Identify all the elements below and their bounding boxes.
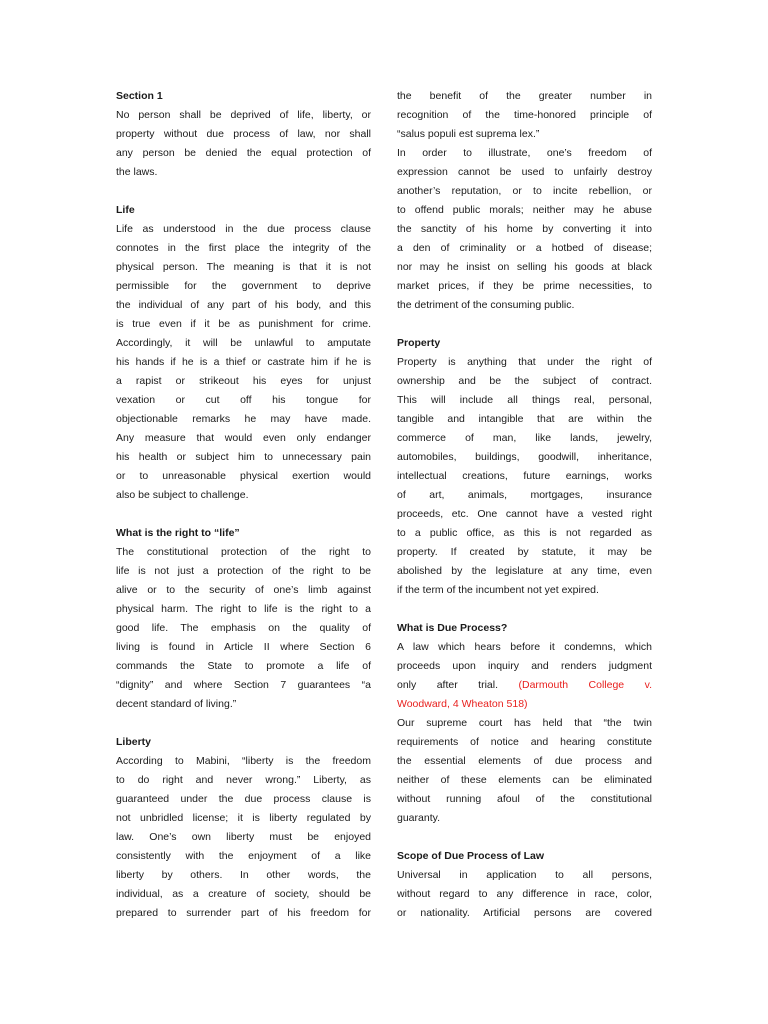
line-text: individual, as a creature of society, should be xyxy=(116,888,371,900)
line-text: permissible for the government to deprive xyxy=(116,280,371,292)
text-line xyxy=(397,695,652,714)
text-line xyxy=(397,410,652,429)
line-text: liberty by others. In other words, the xyxy=(116,869,371,881)
text-line xyxy=(397,790,652,809)
text-line xyxy=(397,904,652,923)
text-line xyxy=(397,201,652,220)
line-text: his health or subject him to unnecessary pain xyxy=(116,451,371,463)
text-line xyxy=(116,239,371,258)
line-text: another’s reputation, or to incite rebellion, or xyxy=(397,185,652,197)
line-text: proceeds, etc. One cannot have a vested right xyxy=(397,508,652,520)
line-text: Life as understood in the due process clause xyxy=(116,223,371,235)
line-text: Section 1 xyxy=(116,90,163,102)
line-text: intellectual creations, future earnings, works xyxy=(397,470,652,482)
text-line xyxy=(116,847,371,866)
line-text: This will include all things real, personal, xyxy=(397,394,652,406)
line-text: In order to illustrate, one’s freedom of xyxy=(397,147,652,159)
line-text: connotes in the first place the integrity of the xyxy=(116,242,371,254)
blank-line xyxy=(116,505,371,524)
text-line xyxy=(397,467,652,486)
text-line xyxy=(116,277,371,296)
text-line xyxy=(397,714,652,733)
text-line xyxy=(397,239,652,258)
line-text: requirements of notice and hearing constitute xyxy=(397,736,652,748)
line-text: nor may he insist on selling his goods at black xyxy=(397,261,652,273)
line-text: Universal in application to all persons, xyxy=(397,869,652,881)
text-line xyxy=(116,372,371,391)
text-line xyxy=(116,638,371,657)
line-text: Our supreme court has held that “the twin xyxy=(397,717,652,729)
line-text: decent standard of living.” xyxy=(116,698,237,710)
text-line xyxy=(116,163,371,182)
text-line xyxy=(397,543,652,562)
line-text: Liberty xyxy=(116,736,152,748)
section-heading xyxy=(397,334,652,353)
text-line xyxy=(397,486,652,505)
line-text: a rapist or strikeout his eyes for unjust xyxy=(116,375,371,387)
line-text: According to Mabini, “liberty is the freedom xyxy=(116,755,371,767)
line-text: prepared to surrender part of his freedom for xyxy=(116,907,371,919)
text-line xyxy=(397,733,652,752)
text-line xyxy=(397,277,652,296)
text-line xyxy=(397,809,652,828)
text-line xyxy=(116,828,371,847)
blank-line xyxy=(397,828,652,847)
line-text: is true even if it be as punishment for crime. xyxy=(116,318,371,330)
text-line xyxy=(397,372,652,391)
line-text: What is Due Process? xyxy=(397,622,508,634)
text-line xyxy=(116,353,371,372)
text-line xyxy=(116,467,371,486)
text-line xyxy=(397,125,652,144)
line-text: Accordingly, it will be unlawful to amputate xyxy=(116,337,371,349)
text-line xyxy=(397,144,652,163)
text-line xyxy=(116,752,371,771)
section-heading xyxy=(116,87,371,106)
text-line xyxy=(397,676,652,695)
line-text: proceeds upon inquiry and renders judgment xyxy=(397,660,652,672)
line-text: of art, animals, mortgages, insurance xyxy=(397,489,652,501)
line-text: without regard to any difference in race, color, xyxy=(397,888,652,900)
text-line xyxy=(116,220,371,239)
text-line xyxy=(116,771,371,790)
line-text: Scope of Due Process of Law xyxy=(397,850,545,862)
line-text: What is the right to “life” xyxy=(116,527,240,539)
line-text: ownership and be the subject of contract. xyxy=(397,375,652,387)
text-line xyxy=(397,581,652,600)
text-line xyxy=(397,752,652,771)
text-line xyxy=(116,410,371,429)
text-line xyxy=(116,334,371,353)
line-text: good life. The emphasis on the quality of xyxy=(116,622,371,634)
text-line xyxy=(397,353,652,372)
text-line xyxy=(116,486,371,505)
section-heading xyxy=(397,619,652,638)
text-line xyxy=(116,600,371,619)
case-citation: Woodward, 4 Wheaton 518) xyxy=(397,698,528,710)
text-line xyxy=(397,106,652,125)
text-line xyxy=(397,885,652,904)
text-line xyxy=(397,638,652,657)
text-line xyxy=(116,429,371,448)
text-line xyxy=(397,163,652,182)
text-line xyxy=(397,87,652,106)
line-text: without running afoul of the constitutional xyxy=(397,793,652,805)
line-text: to do right and never wrong.” Liberty, as xyxy=(116,774,371,786)
text-line xyxy=(397,220,652,239)
line-text: property. If created by statute, it may be xyxy=(397,546,652,558)
text-line xyxy=(116,144,371,163)
line-text: physical harm. The right to life is the right to a xyxy=(116,603,371,615)
line-text: Any measure that would even only endanger xyxy=(116,432,371,444)
left-column xyxy=(116,87,371,923)
case-citation: (Darmouth College v. xyxy=(518,679,652,691)
line-text: to offend public morals; neither may he abuse xyxy=(397,204,652,216)
line-text: guaranty. xyxy=(397,812,440,824)
text-line xyxy=(116,676,371,695)
line-text: neither of these elements can be eliminated xyxy=(397,774,652,786)
text-line xyxy=(397,258,652,277)
line-text: commerce of man, like lands, jewelry, xyxy=(397,432,652,444)
line-text: to a public office, as this is not regarded as xyxy=(397,527,652,539)
line-text: consistently with the enjoyment of a like xyxy=(116,850,371,862)
line-text: Property is anything that under the right of xyxy=(397,356,652,368)
text-line xyxy=(116,296,371,315)
text-line xyxy=(116,315,371,334)
text-line xyxy=(397,524,652,543)
text-line xyxy=(116,543,371,562)
line-text: expression cannot be used to unfairly destroy xyxy=(397,166,652,178)
text-line xyxy=(397,391,652,410)
text-line xyxy=(116,904,371,923)
line-text: objectionable remarks he may have made. xyxy=(116,413,371,425)
line-text: not unbridled license; it is liberty regulated by xyxy=(116,812,371,824)
line-text: physical person. The meaning is that it is not xyxy=(116,261,371,273)
line-text: if the term of the incumbent not yet expired. xyxy=(397,584,599,596)
text-line xyxy=(397,505,652,524)
text-line xyxy=(116,885,371,904)
section-heading xyxy=(397,847,652,866)
line-text: Life xyxy=(116,204,135,216)
line-text: commands the State to promote a life of xyxy=(116,660,371,672)
line-text: tangible and intangible that are within the xyxy=(397,413,652,425)
text-line xyxy=(116,790,371,809)
line-text: A law which hears before it condemns, which xyxy=(397,641,652,653)
text-line xyxy=(116,619,371,638)
blank-line xyxy=(116,714,371,733)
text-line xyxy=(116,258,371,277)
text-line xyxy=(397,296,652,315)
text-line xyxy=(116,809,371,828)
line-text: the essential elements of due process and xyxy=(397,755,652,767)
text-line xyxy=(397,657,652,676)
line-text: property without due process of law, nor shall xyxy=(116,128,371,140)
line-text: living is found in Article II where Section 6 xyxy=(116,641,371,653)
text-line xyxy=(397,562,652,581)
line-text: No person shall be deprived of life, liberty, or xyxy=(116,109,371,121)
line-text: alive or to the security of one’s limb against xyxy=(116,584,371,596)
right-column xyxy=(397,87,652,923)
line-text: the benefit of the greater number in xyxy=(397,90,652,102)
line-text: guaranteed under the due process clause is xyxy=(116,793,371,805)
line-text: or nationality. Artificial persons are covered xyxy=(397,907,652,919)
line-text: vexation or cut off his tongue for xyxy=(116,394,371,406)
text-line xyxy=(397,771,652,790)
line-text: the individual of any part of his body, and this xyxy=(116,299,371,311)
text-line xyxy=(116,581,371,600)
text-line xyxy=(116,448,371,467)
text-line xyxy=(116,391,371,410)
blank-line xyxy=(397,600,652,619)
line-text: abolished by the legislature at any time, even xyxy=(397,565,652,577)
line-text: or to unreasonable physical exertion would xyxy=(116,470,371,482)
text-line xyxy=(397,182,652,201)
line-text: the detriment of the consuming public. xyxy=(397,299,575,311)
line-text: a den of criminality or a hotbed of disease; xyxy=(397,242,652,254)
line-text: “salus populi est suprema lex.” xyxy=(397,128,540,140)
section-heading xyxy=(116,524,371,543)
line-text: The constitutional protection of the right to xyxy=(116,546,371,558)
text-line xyxy=(116,695,371,714)
line-text: life is not just a protection of the right to be xyxy=(116,565,371,577)
section-heading xyxy=(116,733,371,752)
line-text: “dignity” and where Section 7 guarantees “a xyxy=(116,679,371,691)
section-heading xyxy=(116,201,371,220)
text-line xyxy=(116,657,371,676)
text-line xyxy=(397,866,652,885)
text-line xyxy=(116,125,371,144)
line-text: the sanctity of his home by converting it into xyxy=(397,223,652,235)
line-text: law. One’s own liberty must be enjoyed xyxy=(116,831,371,843)
text-line xyxy=(116,562,371,581)
line-text: the laws. xyxy=(116,166,158,178)
text-line xyxy=(397,429,652,448)
line-text: automobiles, buildings, goodwill, inheritance, xyxy=(397,451,652,463)
line-text: Property xyxy=(397,337,441,349)
blank-line xyxy=(116,182,371,201)
blank-line xyxy=(397,315,652,334)
line-text: recognition of the time-honored principle of xyxy=(397,109,652,121)
line-text: market prices, if they be prime necessities, to xyxy=(397,280,652,292)
text-line xyxy=(116,866,371,885)
text-line xyxy=(397,448,652,467)
line-text: also be subject to challenge. xyxy=(116,489,249,501)
line-text: his hands if he is a thief or castrate him if he is xyxy=(116,356,371,368)
line-text: any person be denied the equal protection of xyxy=(116,147,371,159)
line-text: only after trial. xyxy=(397,679,519,691)
text-line xyxy=(116,106,371,125)
